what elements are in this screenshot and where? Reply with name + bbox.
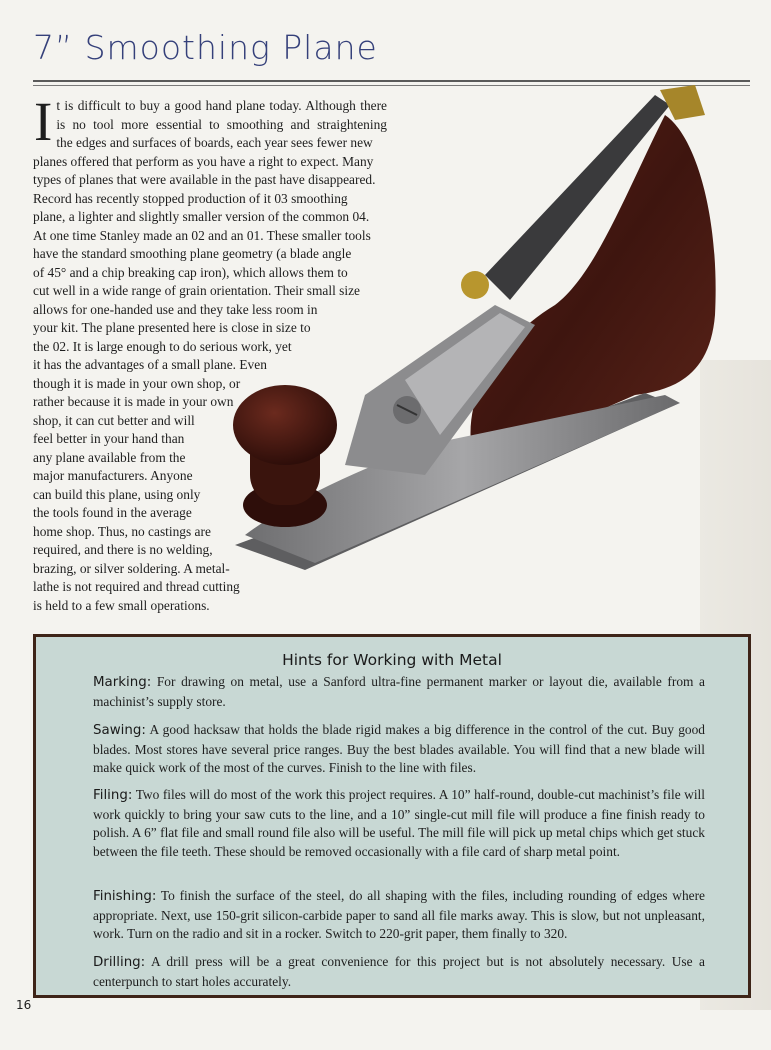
intro-line: is no tool more essential to smoothing and straightening [56,116,387,132]
intro-line: the edges and surfaces of boards, each year sees fewer new [56,135,373,150]
hint-text: For drawing on metal, use a Sanford ultra-fine permanent marker or layout die, available from a machinist’s supply store. [93,674,705,709]
intro-line: the 02. It is large enough to do serious work, yet [33,338,292,354]
hint-text: A drill press will be a great convenience for this project but is not absolutely necessary. Use a centerpunch to start holes accurately. [93,954,705,989]
hint-filing [93,786,705,861]
intro-line: Record has recently stopped production of it 03 smoothing [33,190,348,206]
intro-line: your kit. The plane presented here is close in size to [33,320,311,335]
intro-line: shop, it can cut better and will [33,412,195,428]
intro-line: is held to a few small operations. [33,597,210,613]
intro-line: At one time Stanley made an 02 and an 01. These smaller tools [33,227,371,243]
intro-line: types of planes that were available in the past have disappeared. [33,172,376,187]
intro-line: can build this plane, using only [33,486,201,502]
page-title: 7” Smoothing Plane [33,28,378,67]
intro-line: required, and there is no welding, [33,542,213,557]
hint-finishing [93,887,705,944]
hint-text: To finish the surface of the steel, do all shaping with the files, including rounding of edges where appropriate. Next, use 150-grit silicon-carbide paper to sand all file marks away. This is slow, but not unpleasant, work. Turn on the radio and sit in a rocker. Switch to 220-grit paper, them finally to 320. [93,888,705,942]
intro-line: have the standard smoothing plane geometry (a blade angle [33,246,352,261]
hint-label: Marking: [93,675,152,690]
intro-line: lathe is not required and thread cutting [33,579,240,594]
hints-box [33,634,751,998]
intro-line: feel better in your hand than [33,431,185,446]
intro-line: home shop. Thus, no castings are [33,523,211,539]
intro-line: of 45° and a chip breaking cap iron), which allows them to [33,264,348,280]
hints-title: Hints for Working with Metal [282,651,502,669]
smoothing-plane-photo [225,75,725,580]
page-number: 16 [16,998,32,1012]
intro-line: any plane available from the [33,449,186,465]
intro-line: major manufacturers. Anyone [33,468,193,483]
intro-line: the tools found in the average [33,505,192,520]
intro-line: t is difficult to buy a good hand plane today. Although there [56,98,387,113]
hint-drilling [93,953,705,991]
hint-label: Drilling: [93,955,146,970]
intro-line: rather because it is made in your own [33,394,234,409]
intro-line: cut well in a wide range of grain orientation. Their small size [33,283,360,298]
hint-marking [93,673,705,711]
hint-label: Finishing: [93,889,157,904]
intro-line: planes offered that perform as you have a right to expect. Many [33,153,374,169]
hint-label: Filing: [93,788,133,803]
brass-screw [461,271,489,299]
hint-text: Two files will do most of the work this project requires. A 10” half-round, double-cut machinist’s file will work quickly to bring your saw cuts to the line, and a 10” single-cut mill file will produce a fine finish ready to polish. A 6” flat file and small round file also will be useful. The mill file will pick up metal chips which get stuck between the file teeth. These should be removed occasionally with a file card of sharp metal point. [93,787,705,859]
intro-line: allows for one-handed use and they take less room in [33,301,318,317]
hint-label: Sawing: [93,723,146,738]
hint-text: A good hacksaw that holds the blade rigid makes a big difference in the control of the cut. Buy good blades. Most stores have several price ranges. Buy the best blades available. You will find that a new blade will make quick work of the most of the curves. Finish to the line with files. [93,722,705,776]
drop-cap: I [34,91,53,152]
intro-line: brazing, or silver soldering. A metal- [33,560,230,576]
intro-line: it has the advantages of a small plane. Even [33,357,267,372]
intro-line: though it is made in your own shop, or [33,375,241,391]
front-knob [233,385,337,465]
intro-line: plane, a lighter and slightly smaller version of the common 04. [33,209,370,224]
brass-adjuster [660,85,705,120]
hint-sawing [93,721,705,778]
